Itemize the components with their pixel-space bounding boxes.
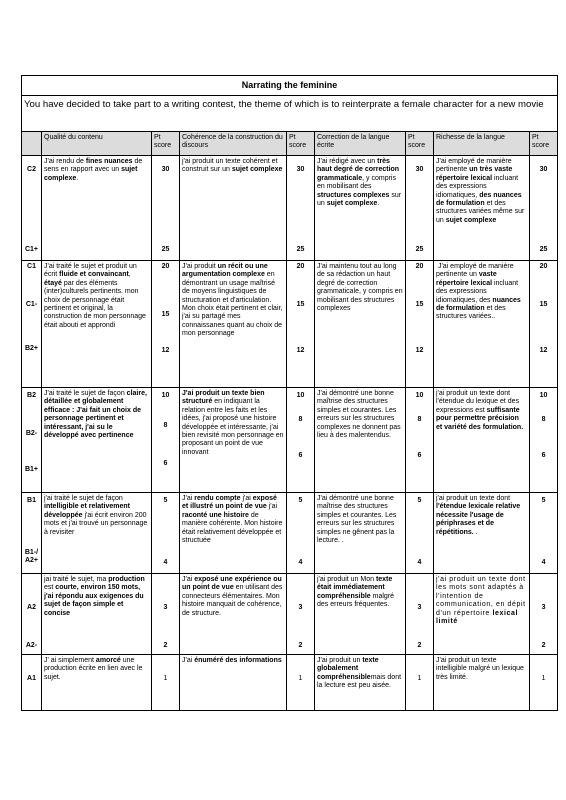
level-label: B1+	[24, 466, 39, 473]
score-value: 20	[539, 263, 548, 270]
score-value: 30	[415, 166, 424, 173]
content-criterion: J' ai simplement amorcé une production écrite en lien avec le sujet.	[42, 655, 152, 711]
score-cell	[152, 493, 180, 574]
header-correction: Correction de la langue écrite	[315, 132, 406, 156]
header-coherence: Cohérence de la construction du discours	[180, 132, 287, 156]
richness-criterion: j'ai produit un texte dont l'étendue du lexique et des expressions est suffisante pour permettre précision et variété des formulation.	[434, 388, 530, 493]
score-value: 10	[296, 392, 305, 399]
score-cell	[530, 156, 558, 261]
score-value: 12	[296, 347, 305, 354]
level-label: C1+	[24, 246, 39, 253]
score-cell	[406, 261, 434, 388]
level-label: B1-/ A2+	[24, 549, 39, 564]
score-cell	[406, 493, 434, 574]
score-cell	[287, 261, 315, 388]
score-value: 3	[417, 604, 422, 611]
score-value: 8	[417, 416, 422, 423]
level-label: C2	[27, 166, 36, 173]
level-label: C1-	[25, 301, 38, 308]
score-value: 25	[296, 246, 305, 253]
score-value: 25	[539, 246, 548, 253]
score-cell	[530, 574, 558, 655]
score-value: 5	[541, 497, 546, 504]
score-value: 6	[417, 452, 422, 459]
correction-criterion: J'ai rédigé avec un très haut degré de correction grammaticale, y compris en mobilisant des structures complexes sur un sujet complexe.	[315, 156, 406, 261]
score-value: 4	[298, 559, 303, 566]
score-cell	[152, 655, 180, 711]
score-cell	[287, 156, 315, 261]
content-criterion: jai traité le sujet, ma production est courte, environ 150 mots, j'ai répondu aux exigences du sujet de façon simple et concise	[42, 574, 152, 655]
score-cell	[530, 261, 558, 388]
score-value: 1	[298, 675, 303, 682]
level-label: A1	[27, 675, 36, 682]
richness-criterion: j'ai produit un texte dont l'étendue lexicale relative nécessite l'usage de périphrases et de répétitions. .	[434, 493, 530, 574]
grid-row-a2	[22, 574, 558, 655]
score-cell	[152, 156, 180, 261]
score-cell	[406, 574, 434, 655]
level-label: B1	[27, 497, 36, 504]
grid-title: Narrating the feminine	[22, 76, 558, 96]
level-label: C1	[27, 263, 36, 270]
score-value: 1	[163, 675, 168, 682]
header-level	[22, 132, 42, 156]
score-value: 30	[161, 166, 170, 173]
header-pt-score-2: Pt score	[287, 132, 315, 156]
score-cell	[287, 388, 315, 493]
coherence-criterion: J'ai produit un texte bien structuré en indiquant la relation entre les faits et les idées, j'ai proposé une histoire développée et intéressante, j'ai bien revisité mon personnage en proposant un point de vue innovant	[180, 388, 287, 493]
score-value: 4	[163, 559, 168, 566]
score-value: 8	[298, 416, 303, 423]
score-value: 5	[298, 497, 303, 504]
score-value: 4	[541, 559, 546, 566]
score-value: 2	[417, 642, 422, 649]
score-value: 10	[415, 392, 424, 399]
score-value: 4	[417, 559, 422, 566]
coherence-criterion: J'ai exposé une expérience ou un point de vue en utilisant des connecteurs élémentaires. Mon histoire manquait de cohérence, de structure.	[180, 574, 287, 655]
coherence-criterion: J'ai produit un récit ou une argumentation complexe en démontrant un usage maîtrisé de moyens linguistiques de structuration et d'articulation. Mon choix était pertinent et clair, j'ai su partagé mes connaissanes quant au choix de mon personnage	[180, 261, 287, 388]
grid-row-c1	[22, 261, 558, 388]
score-value: 2	[163, 642, 168, 649]
score-value: 25	[415, 246, 424, 253]
score-cell	[152, 574, 180, 655]
level-cell	[22, 261, 42, 388]
level-label: B2-	[25, 430, 38, 437]
score-value: 8	[163, 422, 168, 429]
correction-criterion: J'ai démontré une bonne maîtrise des structures simples et courantes. Les erreurs sur les structures simples ne gênent pas la lecture. .	[315, 493, 406, 574]
coherence-criterion: J'ai rendu compte j'ai exposé et illustré un point de vue j'ai raconté une histoire de manière cohérente. Mon histoire était relativement développée et structuée	[180, 493, 287, 574]
level-cell	[22, 655, 42, 711]
score-value: 10	[539, 392, 548, 399]
richness-criterion: j'ai produit un texte dont les mots sont adaptés à l'intention de communication, en dépit d'un répertoire lexical limité	[434, 574, 530, 655]
score-value: 25	[161, 246, 170, 253]
header-pt-score-4: Pt score	[530, 132, 558, 156]
grid-row-b2	[22, 388, 558, 493]
header-pt-score-3: Pt score	[406, 132, 434, 156]
level-cell	[22, 493, 42, 574]
level-cell	[22, 156, 42, 261]
score-cell	[530, 493, 558, 574]
header-content: Qualité du contenu	[42, 132, 152, 156]
score-value: 30	[296, 166, 305, 173]
task-description: You have decided to take part to a writing contest, the theme of which is to reinterprate a female character for a new movie	[22, 96, 558, 132]
score-value: 6	[163, 460, 168, 467]
content-criterion: j'ai traité le sujet de façon intelligible et relativement développée j'ai écrit environ 200 mots et j'ai trouvé un personnage à revisiter	[42, 493, 152, 574]
level-label: A2-	[25, 642, 38, 649]
score-value: 2	[298, 642, 303, 649]
score-value: 2	[541, 642, 546, 649]
score-value: 6	[541, 452, 546, 459]
level-label: A2	[27, 604, 36, 611]
score-value: 15	[415, 301, 424, 308]
score-value: 20	[415, 263, 424, 270]
score-cell	[152, 388, 180, 493]
score-value: 3	[298, 604, 303, 611]
grid-row-c2	[22, 156, 558, 261]
score-value: 5	[163, 497, 168, 504]
score-cell	[287, 655, 315, 711]
header-richness: Richesse de la langue	[434, 132, 530, 156]
score-value: 30	[539, 166, 548, 173]
richness-criterion: J'ai employé de manière pertinente un vaste répertoire lexical incluant des expressions idiomatiques, des nuances de formulation et des structures variées..	[434, 261, 530, 388]
richness-criterion: J'ai produit un texte intelligible malgré un lexique très limité.	[434, 655, 530, 711]
score-cell	[406, 655, 434, 711]
score-value: 6	[298, 452, 303, 459]
score-value: 8	[541, 416, 546, 423]
richness-criterion: J'ai employé de manière pertinente un très vaste répertoire lexical incluant des expressions idiomatiques, des nuances de formulation et des structures variées même sur un sujet complexe	[434, 156, 530, 261]
score-cell	[406, 156, 434, 261]
score-value: 12	[161, 347, 170, 354]
content-criterion: J'ai traité le sujet de façon claire, détaillée et globalement efficace : J'ai fait un choix de personnage pertinent et intéressant, j'ai su le développé avec pertinence	[42, 388, 152, 493]
score-value: 3	[541, 604, 546, 611]
score-value: 20	[296, 263, 305, 270]
level-cell	[22, 574, 42, 655]
coherence-criterion: J'ai énuméré des informations	[180, 655, 287, 711]
content-criterion: J'ai rendu de fines nuances de sens en rapport avec un sujet complexe.	[42, 156, 152, 261]
score-value: 3	[163, 604, 168, 611]
score-cell	[287, 574, 315, 655]
score-value: 10	[161, 392, 170, 399]
score-value: 15	[161, 311, 170, 318]
correction-criterion: J'ai produit un texte globalement compréhensiblemais dont la lecture est peu aisée.	[315, 655, 406, 711]
score-value: 1	[541, 675, 546, 682]
level-cell	[22, 388, 42, 493]
grid-row-b1	[22, 493, 558, 574]
level-label: B2+	[24, 345, 39, 352]
correction-criterion: J'ai maintenu tout au long de sa rédaction un haut degré de correction grammaticale, y compris en mobilisant des structures complexes	[315, 261, 406, 388]
score-value: 15	[296, 301, 305, 308]
evaluation-grid	[21, 75, 558, 711]
score-value: 12	[539, 347, 548, 354]
coherence-criterion: j'ai produit un texte cohérent et construit sur un sujet complexe	[180, 156, 287, 261]
score-value: 1	[417, 675, 422, 682]
header-pt-score-1: Pt score	[152, 132, 180, 156]
score-cell	[406, 388, 434, 493]
score-cell	[152, 261, 180, 388]
score-value: 15	[539, 301, 548, 308]
content-criterion: J'ai traité le sujet et produit un écrit fluide et convaincant, étayé par des éléments (inter)culturels pertinents. mon choix de personnage était pertinent et original, la construction de mon personnage était abouti et approndi	[42, 261, 152, 388]
score-cell	[530, 388, 558, 493]
score-value: 20	[161, 263, 170, 270]
correction-criterion: J'ai démontré une bonne maîtrise des structures simples et courantes. Les erreurs sur les structures complexes ne donnent pas lieu à des malentendus.	[315, 388, 406, 493]
score-value: 12	[415, 347, 424, 354]
level-label: B2	[27, 392, 36, 399]
score-value: 5	[417, 497, 422, 504]
score-cell	[287, 493, 315, 574]
grid-row-a1	[22, 655, 558, 711]
score-cell	[530, 655, 558, 711]
correction-criterion: j'ai produit un Mon texte était immédiatement compréhensible malgré des erreurs fréquentes.	[315, 574, 406, 655]
